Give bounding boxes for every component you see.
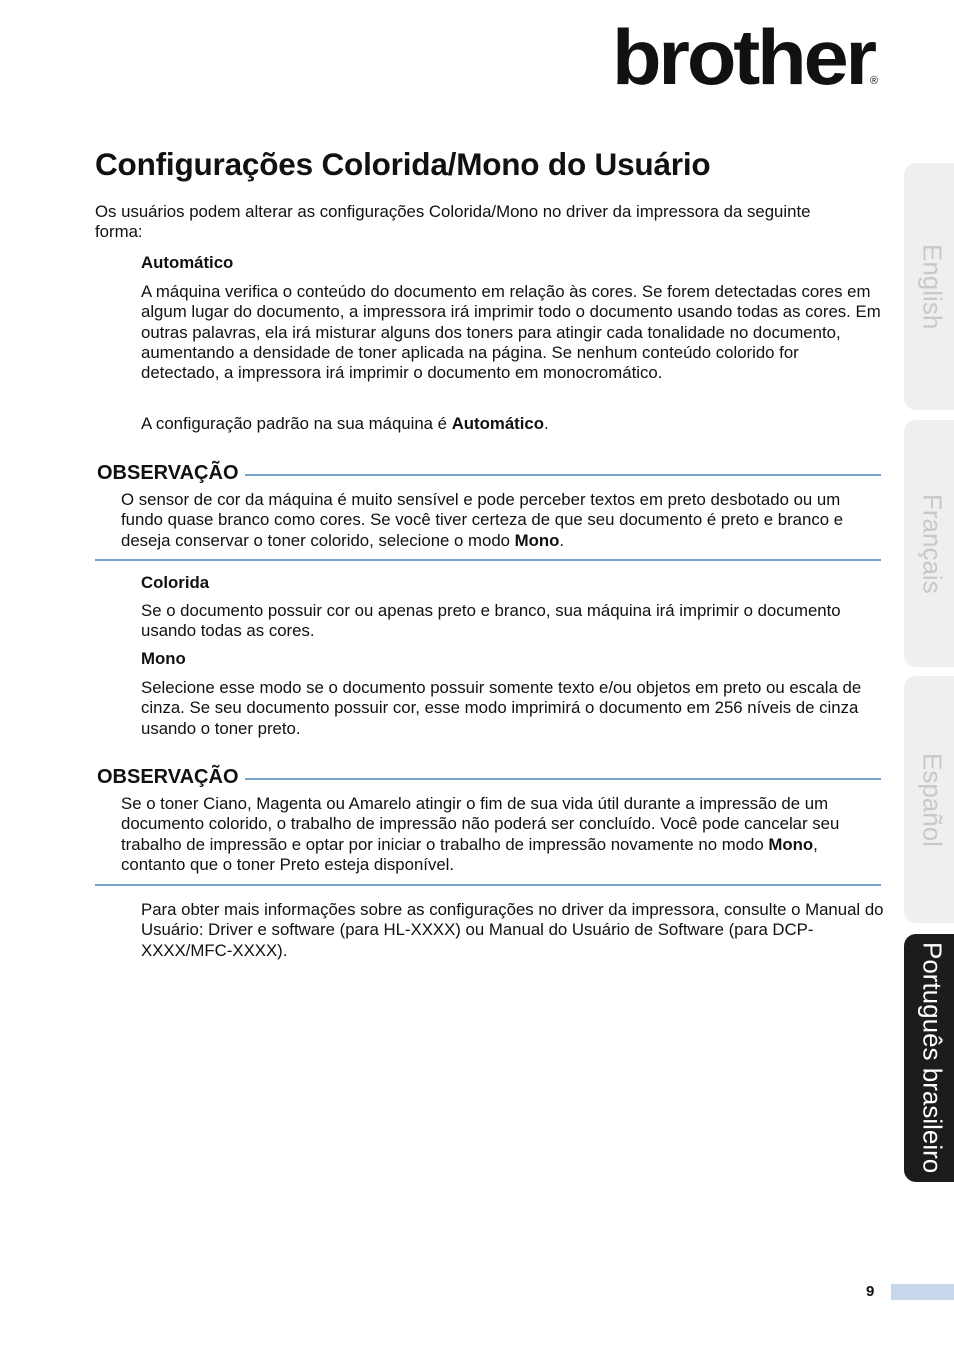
default-setting-value: Automático: [451, 414, 544, 433]
note-heading-1: [97, 460, 881, 486]
tab-label: Français: [917, 493, 948, 594]
note-text-1: O sensor de cor da máquina é muito sensível e pode perceber textos em preto desbotado ou um fundo quase branco como cores. Se você tiver certeza de que seu documento é preto e branco e deseja conservar o toner colorido, selecione o modo Mono.: [121, 490, 844, 550]
note-bold-term: Mono: [768, 834, 814, 854]
page-title: Configurações Colorida/Mono do Usuário: [95, 146, 711, 182]
default-setting-prefix: A configuração padrão na sua máquina é: [141, 414, 452, 433]
note-bold-term: Mono: [514, 530, 560, 550]
brother-logo: [612, 18, 884, 90]
colorida-description: Se o documento possuir cor ou apenas preto e branco, sua máquina irá imprimir o documento usando todas as cores.: [141, 601, 841, 641]
tab-label: Português brasileiro: [917, 942, 948, 1174]
language-tab-english[interactable]: [904, 163, 954, 410]
language-tab-portugues[interactable]: [904, 934, 954, 1182]
note-bottom-divider: [95, 884, 881, 886]
tab-label: English: [917, 243, 948, 330]
intro-paragraph: Os usuários podem alterar as configurações Colorida/Mono no driver da impressora da seguinte forma:: [95, 202, 811, 242]
language-tab-francais[interactable]: [904, 420, 954, 667]
note-bottom-divider: [95, 559, 881, 561]
tab-label: Español: [917, 752, 948, 847]
note-label: OBSERVAÇÃO: [97, 461, 239, 484]
language-tab-espanol[interactable]: [904, 676, 954, 923]
note-heading-2: [97, 764, 881, 790]
mono-heading: Mono: [141, 649, 186, 668]
note-rule: [245, 474, 881, 476]
note-label: OBSERVAÇÃO: [97, 765, 239, 788]
colorida-heading: Colorida: [141, 573, 210, 592]
note-text-2: Se o toner Ciano, Magenta ou Amarelo atingir o fim de sua vida útil durante a impressão de um documento colorido, o trabalho de impressão não poderá ser concluído. Você pode cancelar seu trabalho de impressão e optar por iniciar o trabalho de impressão novamente no modo Mono, contanto que o toner Preto esteja disponível.: [121, 794, 840, 874]
default-setting-line: [141, 414, 881, 434]
page-number: 9: [866, 1283, 875, 1300]
automatic-description: A máquina verifica o conteúdo do documento em relação às cores. Se forem detectadas cores em algum lugar do documento, a impressora irá imprimir todo o documento usando todas as cores. Em outras palavras, ela irá misturar alguns dos toners para atingir cada tonalidade no documento, aumentando a densidade de toner aplicada na página. Se nenhum conteúdo colorido for detectado, a impressora irá imprimir o documento em monocromático.: [141, 282, 881, 383]
default-setting-suffix: .: [543, 414, 549, 433]
more-info-paragraph: Para obter mais informações sobre as configurações no driver da impressora, consulte o Manual do Usuário: Driver e software (para HL-XXXX) ou Manual do Usuário de Software (para DCP-XXXX/MFC-XXXX).: [141, 900, 884, 960]
logo-wordmark: brother: [612, 18, 877, 90]
registered-mark: ®: [870, 75, 879, 87]
mono-description: Selecione esse modo se o documento possuir somente texto e/ou objetos em preto ou escala de cinza. Se seu documento possuir cor, esse modo imprimirá o documento em 256 níveis de cinza usando o toner preto.: [141, 678, 862, 738]
automatic-heading: Automático: [141, 253, 234, 272]
note-rule: [245, 778, 881, 780]
page-number-bar: [891, 1284, 954, 1300]
